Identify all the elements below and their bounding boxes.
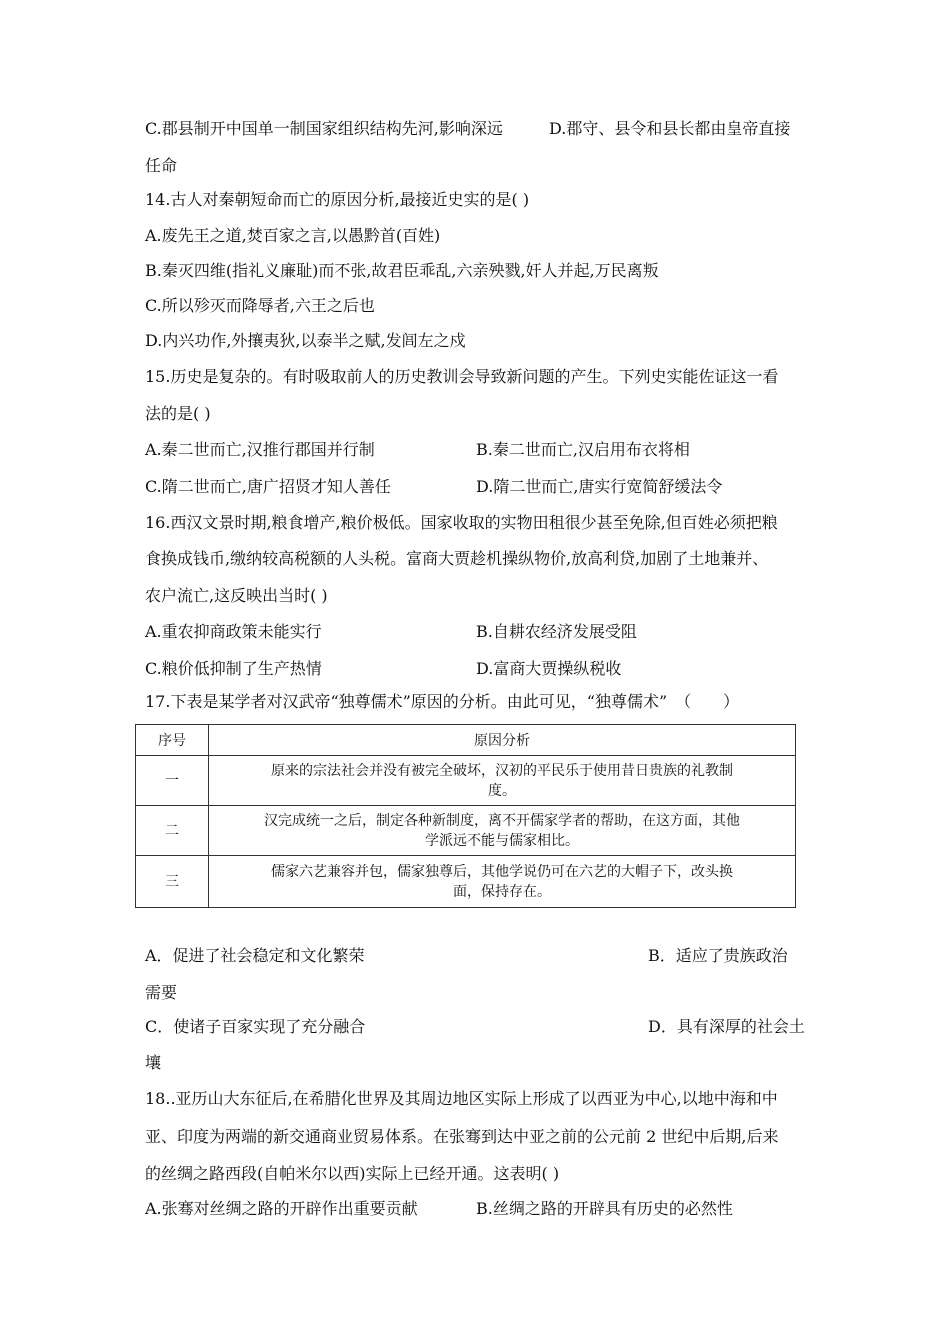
q16-option-b: B.自耕农经济发展受阻 xyxy=(476,622,637,641)
table-row xyxy=(136,756,796,806)
table-cell-line: 汉完成统一之后，制定各种新制度，离不开儒家学者的帮助，在这方面，其他 xyxy=(264,812,740,829)
q17-option-b-cont: 需要 xyxy=(145,983,178,1002)
q18-option-b: B.丝绸之路的开辟具有历史的必然性 xyxy=(476,1199,733,1218)
table-cell-line: 原来的宗法社会并没有被完全破坏，汉初的平民乐于使用昔日贵族的礼教制 xyxy=(271,762,733,779)
q17-option-a: A．促进了社会稳定和文化繁荣 xyxy=(145,946,365,965)
table-header-analysis: 原因分析 xyxy=(209,725,796,756)
table-cell-line: 度。 xyxy=(488,782,516,799)
q14-option-a: A.废先王之道,焚百家之言,以愚黔首(百姓) xyxy=(145,226,441,245)
q14-option-d: D.内兴功作,外攘夷狄,以泰半之赋,发闾左之戍 xyxy=(145,331,466,350)
q15-stem-line1: 15.历史是复杂的。有时吸取前人的历史教训会导致新问题的产生。下列史实能佐证这一看 xyxy=(145,367,779,386)
q15-stem-line2: 法的是( ) xyxy=(145,404,211,423)
q17-option-d-cont: 壤 xyxy=(145,1053,162,1072)
table-cell-line: 面，保持存在。 xyxy=(453,883,551,900)
q16-option-a: A.重农抑商政策未能实行 xyxy=(145,622,322,641)
q15-option-b: B.秦二世而亡,汉启用布衣将相 xyxy=(476,440,690,459)
q15-option-d: D.隋二世而亡,唐实行宽简舒缓法令 xyxy=(476,477,723,496)
table-cell-line: 学派远不能与儒家相比。 xyxy=(425,832,579,849)
q15-option-c: C.隋二世而亡,唐广招贤才知人善任 xyxy=(145,477,391,496)
q13-option-d: D.郡守、县令和县长都由皇帝直接 xyxy=(549,119,791,138)
table-cell-number: 二 xyxy=(136,806,209,856)
table-cell-number: 一 xyxy=(136,756,209,806)
q14-stem: 14.古人对秦朝短命而亡的原因分析,最接近史实的是( ) xyxy=(145,190,530,209)
q15-option-a: A.秦二世而亡,汉推行郡国并行制 xyxy=(145,440,375,459)
table-cell-analysis xyxy=(209,806,796,856)
q16-stem-line2: 食换成钱币,缴纳较高税额的人头税。富商大贾趁机操纵物价,放高利贷,加剧了土地兼并、 xyxy=(145,549,769,568)
table-row xyxy=(136,806,796,856)
q18-stem-line1: 18..亚历山大东征后,在希腊化世界及其周边地区实际上形成了以西亚为中心,以地中海和中 xyxy=(145,1089,778,1108)
table-cell-number: 三 xyxy=(136,856,209,908)
q13-option-c: C.郡县制开中国单一制国家组织结构先河,影响深远 xyxy=(145,119,503,138)
q17-option-b: B．适应了贵族政治 xyxy=(648,946,788,965)
table-header-row xyxy=(136,725,796,756)
q16-stem-line1: 16.西汉文景时期,粮食增产,粮价极低。国家收取的实物田租很少甚至免除,但百姓必须把粮 xyxy=(145,513,778,532)
table-row xyxy=(136,856,796,908)
q16-option-d: D.富商大贾操纵税收 xyxy=(476,659,622,678)
q17-option-c: C．使诸子百家实现了充分融合 xyxy=(145,1017,366,1036)
table-cell-line: 儒家六艺兼容并包，儒家独尊后，其他学说仍可在六艺的大帽子下，改头换 xyxy=(271,863,733,880)
q14-option-b: B.秦灭四维(指礼义廉耻)而不张,故君臣乖乱,六亲殃戮,奸人并起,万民离叛 xyxy=(145,261,659,280)
q18-stem-line2: 亚、印度为两端的新交通商业贸易体系。在张骞到达中亚之前的公元前 2 世纪中后期,后来 xyxy=(145,1127,779,1146)
table-header-number: 序号 xyxy=(136,725,209,756)
q16-option-c: C.粮价低抑制了生产热情 xyxy=(145,659,322,678)
q17-option-d: D．具有深厚的社会土 xyxy=(648,1017,805,1036)
table-cell-analysis xyxy=(209,756,796,806)
q13-option-d-cont: 任命 xyxy=(145,156,178,175)
q18-stem-line3: 的丝绸之路西段(自帕米尔以西)实际上已经开通。这表明( ) xyxy=(145,1164,560,1183)
q14-option-c: C.所以殄灭而降辱者,六王之后也 xyxy=(145,296,375,315)
q17-stem: 17.下表是某学者对汉武帝“独尊儒术”原因的分析。由此可见，“独尊儒术” （ ） xyxy=(145,692,740,711)
q17-analysis-table xyxy=(135,724,796,908)
q18-option-a: A.张骞对丝绸之路的开辟作出重要贡献 xyxy=(145,1199,418,1218)
table-cell-analysis xyxy=(209,856,796,908)
q16-stem-line3: 农户流亡,这反映出当时( ) xyxy=(145,586,328,605)
